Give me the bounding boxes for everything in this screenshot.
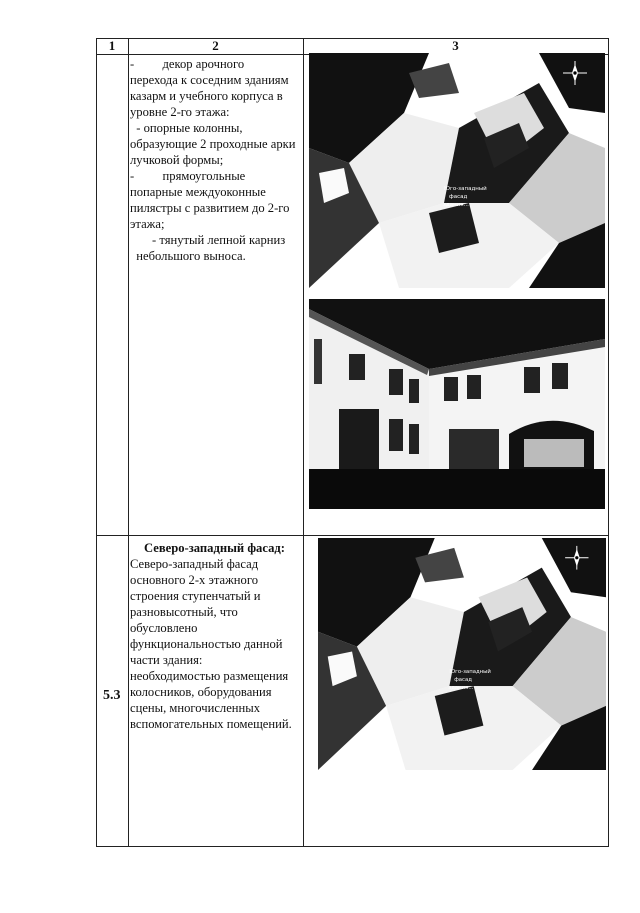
table-left-border xyxy=(96,38,97,847)
text-line: функциональностью данной xyxy=(130,637,283,651)
text-line: Северо-западный фасад xyxy=(130,557,259,571)
text-line: обусловлено xyxy=(130,621,198,635)
text-line: части здания: xyxy=(130,653,203,667)
photo3-caption-line: Юго-западный xyxy=(449,669,491,676)
photo1-caption-line: Юго-западный xyxy=(444,186,487,192)
text-line: строения ступенчатый и xyxy=(130,589,261,603)
text-line: - декор арочного xyxy=(130,57,245,71)
text-line: уровне 2-го этажа: xyxy=(130,105,230,119)
photo3-caption-line: фасад xyxy=(454,677,472,684)
text-line: разновысотный, что xyxy=(130,605,238,619)
header-col-1: 1 xyxy=(108,38,116,53)
text-line: - тянутый лепной карниз xyxy=(130,233,286,247)
text-line: - прямоугольные xyxy=(130,169,246,183)
aerial-photo-2 xyxy=(318,538,606,770)
table-bottom-border xyxy=(96,846,609,847)
text-line: основного 2-х этажного xyxy=(130,573,258,587)
table-right-border xyxy=(608,38,609,847)
courtyard-photo xyxy=(309,299,605,509)
photo1-caption-line: здания... xyxy=(443,202,469,208)
column-divider-2 xyxy=(303,38,304,847)
aerial-photo-1 xyxy=(309,53,605,288)
text-line: колосников, оборудования xyxy=(130,685,272,699)
text-line: казарм и учебного корпуса в xyxy=(130,89,283,103)
text-line: лучковой формы; xyxy=(130,153,224,167)
text-line: этажа; xyxy=(130,217,165,231)
text-line: сцены, многочисленных xyxy=(130,701,261,715)
header-col-2: 2 xyxy=(212,38,219,53)
row-divider xyxy=(96,535,609,536)
row-number: 5.3 xyxy=(103,688,121,703)
text-line: образующие 2 проходные арки xyxy=(130,137,296,151)
text-line: - опорные колонны, xyxy=(130,121,243,135)
photo3-caption-line: здания... xyxy=(448,685,474,692)
section-title: Северо-западный фасад: xyxy=(144,541,285,555)
text-line: необходимостью размещения xyxy=(130,669,289,683)
text-line: попарные междуоконные xyxy=(130,185,266,199)
text-line: перехода к соседним зданиям xyxy=(130,73,289,87)
text-line: вспомогательных помещений. xyxy=(130,717,292,731)
text-line: пилястры с развитием до 2-го xyxy=(130,201,290,215)
column-divider-1 xyxy=(128,38,129,847)
photo1-caption-line: фасад xyxy=(449,194,468,200)
header-col-3: 3 xyxy=(452,38,459,53)
text-line: небольшого выноса. xyxy=(130,249,246,263)
